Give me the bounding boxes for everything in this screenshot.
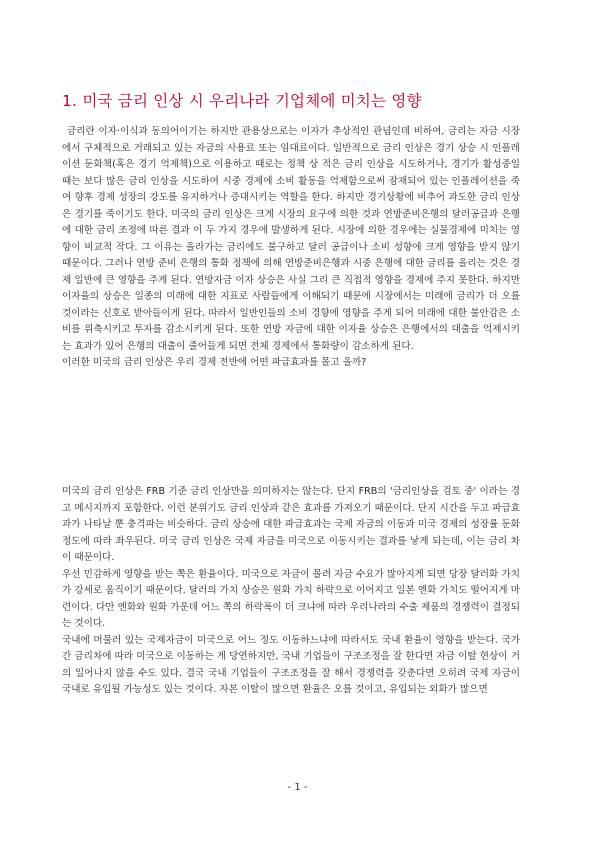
paragraph: 이러한 미국의 금리 인상은 우리 경제 전반에 어떤 파급효과를 몰고 올까? — [62, 357, 367, 368]
document-title: 1. 미국 금리 인상 시 우리나라 기업체에 미치는 영향 — [62, 92, 422, 110]
paragraph: 국내에 머물러 있는 국제자금이 미국으로 어느 정도 이동하느냐에 따라서도 국내 환율이 영향을 받는다. 국가 간 금리차에 따라 미국으로 이동하는 게 당연하지만, 국내 기업들이 구조조정을 잘 한다면 자금 이탈 현상이 거의 일어나지 않을 수도 있다. 결국 국내 기업들이 구조조정을 잘 해서 경쟁력을 갖춘다면 오히려 국제 자금이 국내로 유입될 가능성도 있는 것이다. 자본 이탈이 많으면 환율은 오를 것이고, 유입되는 외화가 많으면 — [62, 634, 520, 695]
paragraph: 미국의 금리 인상은 FRB 기준 금리 인상만을 의미하지는 않는다. 단지 FRB의 '금리인상을 검토 중' 이라는 경고 메시지까지 포함한다. 이런 분위기도 금리 인상과 같은 효과를 가져오기 때문이다. 단지 시간을 두고 파급효과가 나타날 뿐 충격파는 비슷하다. 금리 상승에 대한 파급효과는 국제 자금의 이동과 미국 경제의 성장률 둔화 정도에 따라 좌우된다. 미국 금리 인상은 국제 자금을 미국으로 이동시키는 결과를 낳게 되는데, 이는 금리 차이 때문이다. — [62, 486, 520, 563]
paragraph: 우선 민감하게 영향을 받는 쪽은 환율이다. 미국으로 자금이 몰려 자금 수요가 많아지게 되면 당장 달러화 가치가 강세로 움직이기 때문이다. 달러의 가치 상승은 원화 가치 하락으로 이어지고 일본 엔화 가치도 떨어지게 마련이다. 다만 엔화와 원화 가운데 어느 쪽의 하락폭이 더 크냐에 따라 우리나라의 수출 제품의 경쟁력이 결정되는 것이다. — [62, 568, 520, 629]
page-number: - 1 - — [287, 782, 308, 793]
paragraph: 금리란 이자·이식과 동의어이기는 하지만 관용상으로는 이자가 추상적인 관념인데 비하여, 금리는 자금 시장에서 구체적으로 거래되고 있는 자금의 사용료 또는 임대료이다. 일반적으로 금리 인상은 경기 상승 시 인플레이션 둔화책(혹은 경기 억제책)으로 이용하고 때로는 정책 상 적은 금리 인상을 시도하거나, 경기가 활성중일 때는 보다 많은 금리 인상을 시도하여 시중 경제에 소비 활동을 억제함으로써 잠재되어 있는 인플레이션을 죽여 향후 경제 성장의 강도를 유지하거나 증대시키는 역할을 한다. 하지만 경기상황에 비추어 과도한 금리 인상은 경기를 죽이기도 한다. 미국의 금리 인상은 크게 시장의 요구에 의한 것과 연방준비은행의 달러공급과 은행에 대한 금리 조정에 따른 결과 이 두 가지 경우에 발생하게 된다. 시장에 의한 경우에는 실물경제에 미치는 영향이 비교적 작다. 그 이유는 올라가는 금리에도 불구하고 달러 공급이나 소비 성향에 크게 영향을 받지 않기 때문이다. 그러나 연방 준비 은행의 통화 정책에 의해 연방준비은행과 시중 은행에 대한 금리를 올리는 것은 경제 일반에 큰 영향을 주게 된다. 연방자금 이자 상승은 사실 그리 큰 직접적 영향을 경제에 주지 못한다. 하지만 이자율의 상승은 일종의 미래에 대한 지표로 사람들에게 이해되기 때문에 시장에서는 미래에 금리가 더 오를 것이라는 신호로 받아들이게 된다. 따라서 일반인들의 소비 경향에 영향을 주게 되어 미래에 대한 불안감은 소비를 위축시키고 투자를 감소시키게 된다. 또한 연방 자금에 대한 이자율 상승은 은행에서의 대출을 억제시키는 효과가 있어 은행의 대출이 줄어들게 되면 전체 경제에서 통화량이 감소하게 된다. — [62, 126, 520, 352]
body-section-1 — [62, 124, 520, 372]
body-section-2 — [62, 484, 520, 699]
